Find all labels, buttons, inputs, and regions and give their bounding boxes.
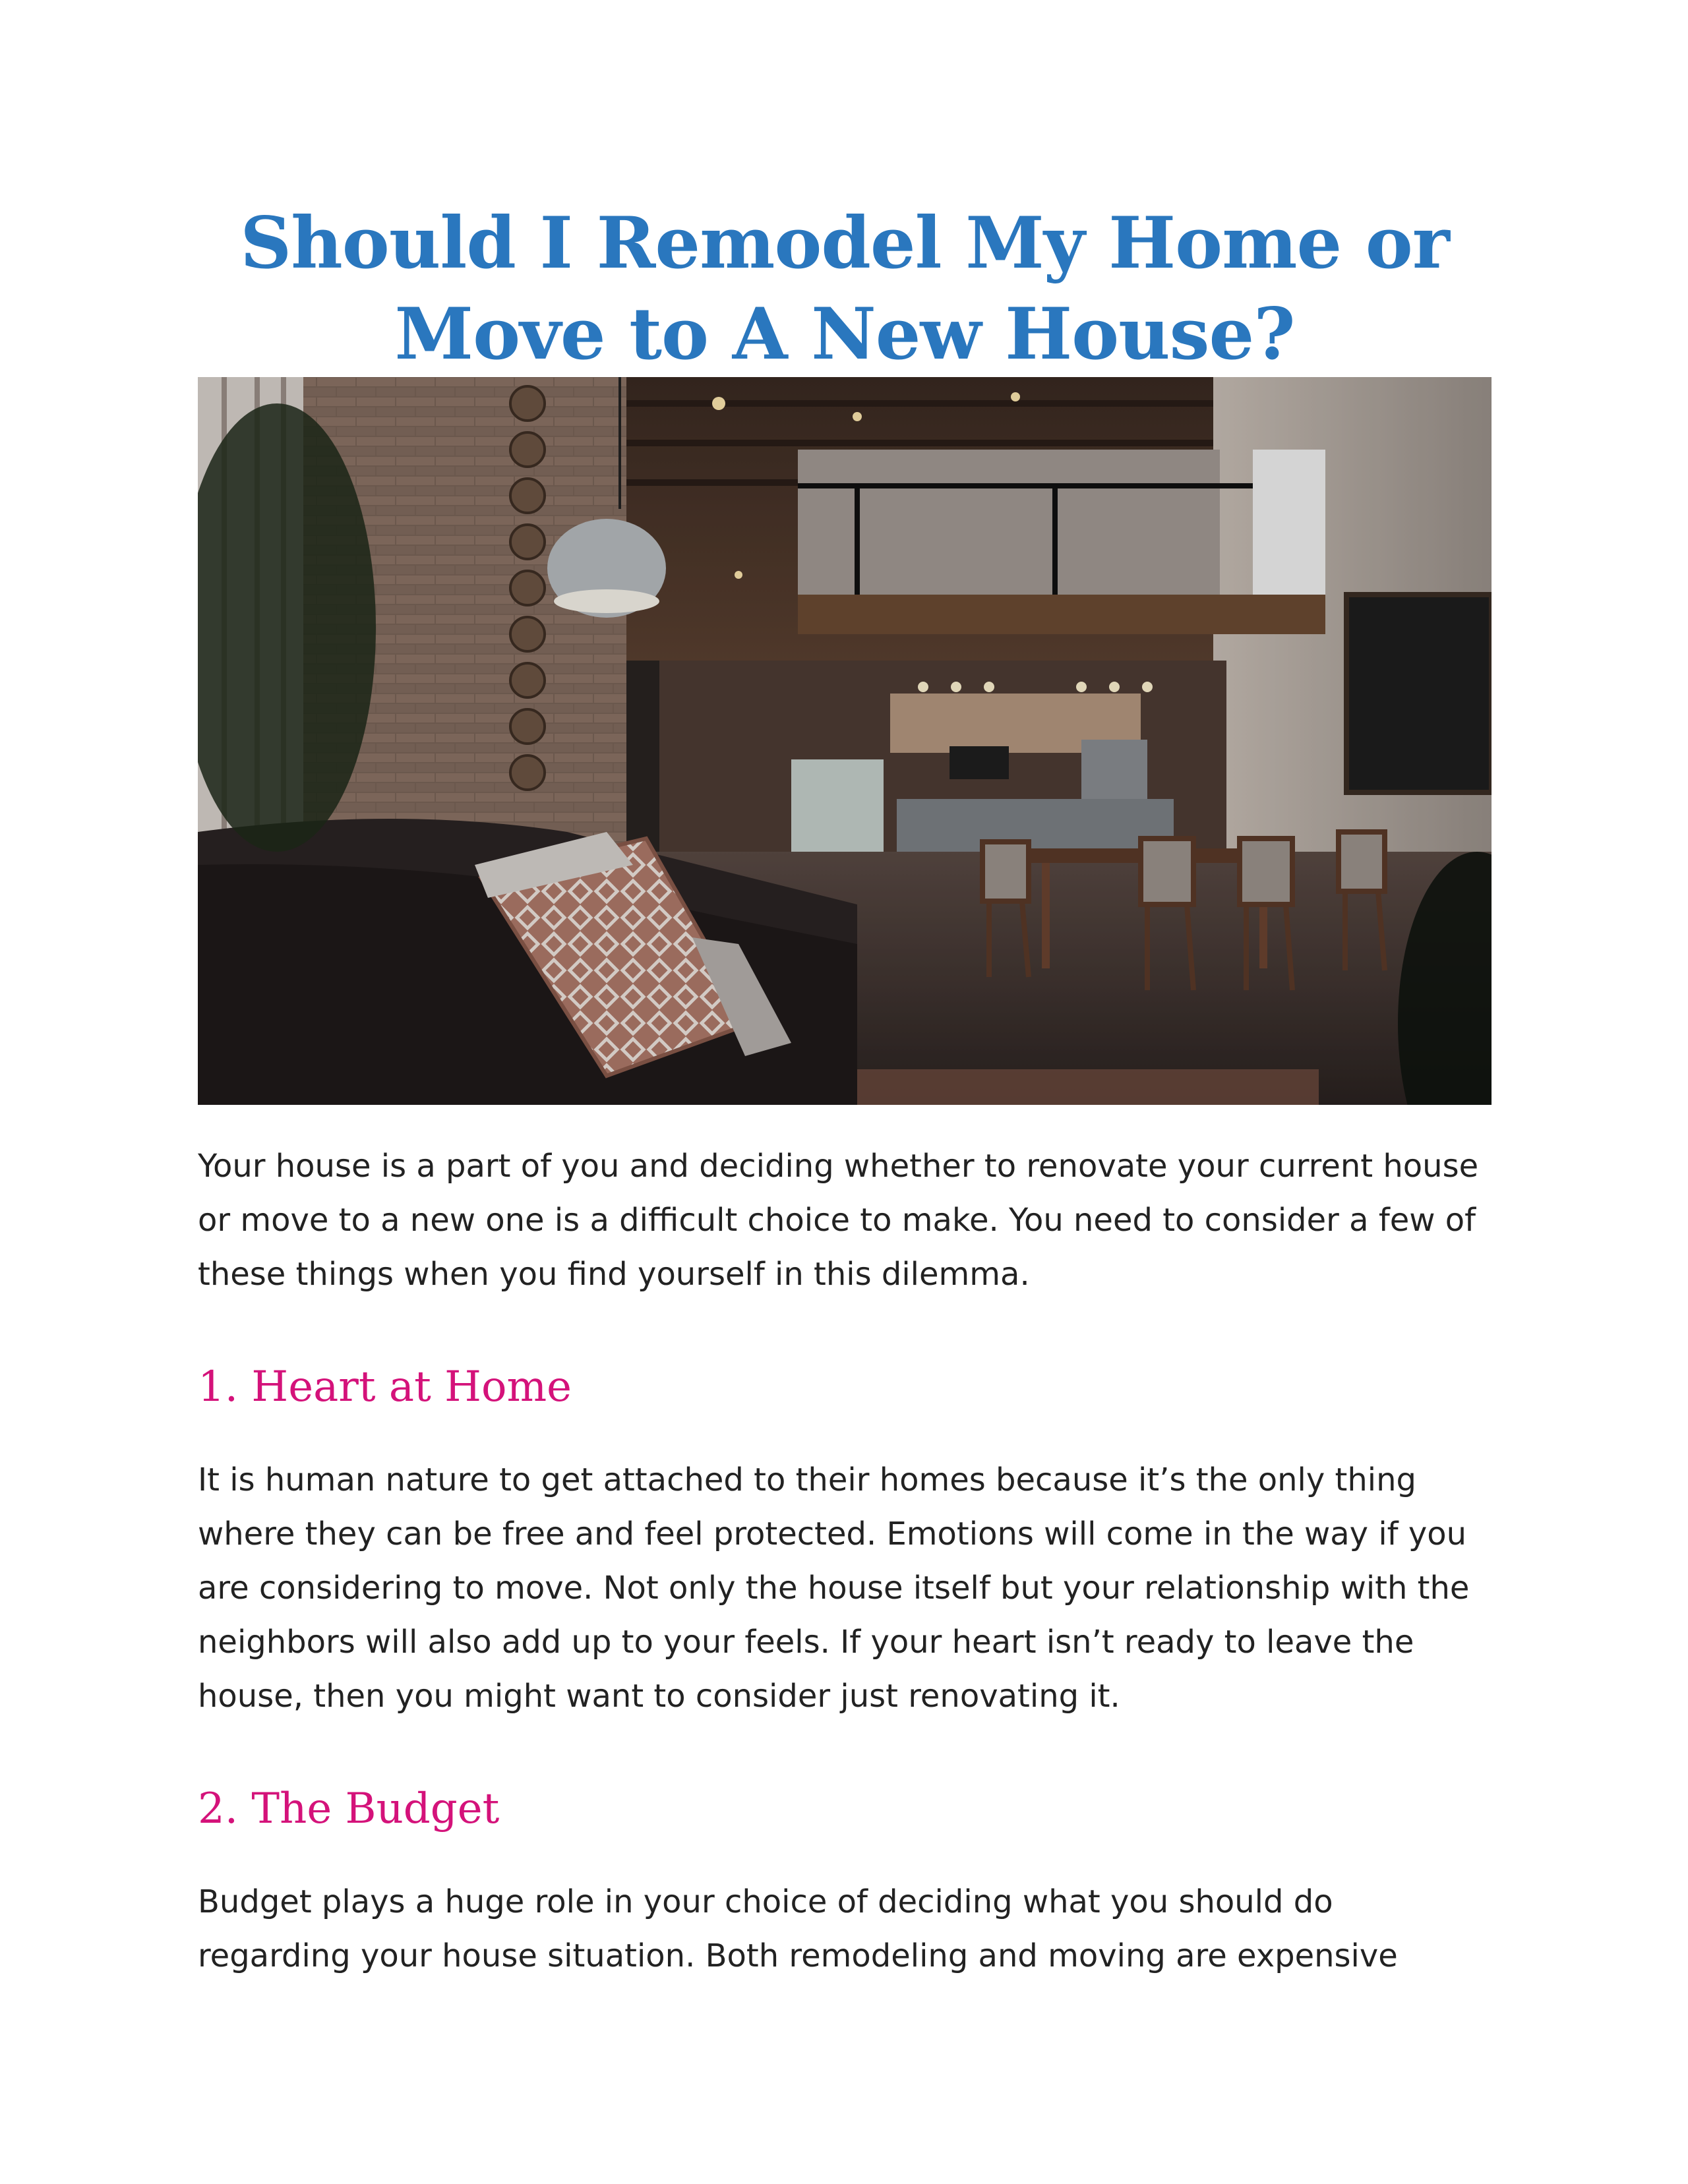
hero-image-loft-interior bbox=[198, 377, 1492, 1105]
intro-paragraph: Your house is a part of you and deciding whether to renovate your current house or move to a new one is a difficult choice to make. You need to consider a few of these things when you find yourself in this dilemma. bbox=[198, 1148, 1479, 1293]
section-heading-the-budget: 2. The Budget bbox=[198, 1785, 500, 1833]
section-body-the-budget: Budget plays a huge role in your choice of deciding what you should do regarding your house situation. Both remodeling and moving are expensive bbox=[198, 1883, 1398, 1974]
section-heading-heart-at-home: 1. Heart at Home bbox=[198, 1363, 572, 1411]
section-body-heart-at-home: It is human nature to get attached to their homes because it’s the only thing where they can be free and feel protected. Emotions will come in the way if you are considering to move. Not only the house itself but your relationship with the neighbors will also add up to your feels. If your heart isn’t ready to leave the house, then you might want to consider just renovating it. bbox=[198, 1461, 1470, 1715]
page-title bbox=[198, 198, 1492, 380]
title-line-1: Should I Remodel My Home or bbox=[240, 202, 1449, 285]
document-page bbox=[198, 198, 1492, 1974]
title-line-2: Move to A New House? bbox=[394, 293, 1295, 376]
